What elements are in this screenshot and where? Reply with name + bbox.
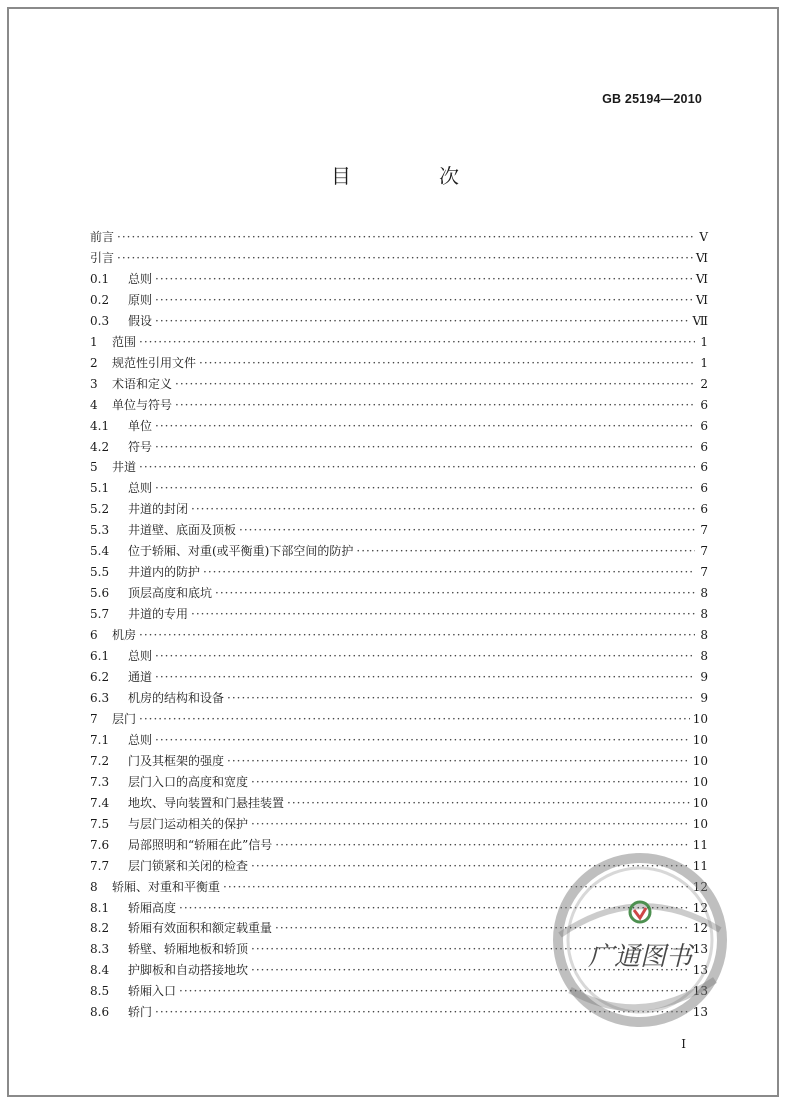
toc-entry-number: 5.1 bbox=[90, 481, 110, 496]
toc-entry-label: 层门锁紧和关闭的检查 bbox=[128, 858, 249, 873]
toc-dot-leader bbox=[227, 751, 690, 772]
toc-dot-leader bbox=[175, 395, 695, 416]
toc-entry-page: 6 bbox=[700, 502, 708, 517]
toc-entry-number: 5.2 bbox=[90, 502, 110, 517]
toc-entry-label: 总则 bbox=[128, 732, 153, 747]
toc-entry[interactable] bbox=[90, 269, 708, 290]
toc-entry-page: 10 bbox=[692, 732, 708, 747]
toc-entry-label: 轿壁、轿厢地板和轿顶 bbox=[128, 942, 249, 957]
toc-entry-number: 5 bbox=[90, 460, 98, 475]
toc-entry-number: 8.6 bbox=[90, 1005, 110, 1020]
toc-entry-number: 6.3 bbox=[90, 690, 110, 705]
toc-entry-label: 地坎、导向装置和门悬挂装置 bbox=[128, 795, 285, 810]
toc-entry[interactable] bbox=[90, 416, 708, 437]
toc-entry-label: 层门 bbox=[112, 711, 137, 726]
toc-entry-number: 7.1 bbox=[90, 732, 110, 747]
toc-entry[interactable] bbox=[90, 772, 708, 793]
toc-entry-number: 5.7 bbox=[90, 607, 110, 622]
toc-entry[interactable] bbox=[90, 709, 708, 730]
toc-dot-leader bbox=[155, 290, 693, 311]
toc-dot-leader bbox=[139, 625, 695, 646]
toc-entry-label: 原则 bbox=[128, 292, 153, 307]
toc-entry-number: 8.5 bbox=[90, 984, 110, 999]
toc-entry-page: 1 bbox=[700, 334, 708, 349]
toc-entry[interactable] bbox=[90, 478, 708, 499]
page-number: Ⅰ bbox=[681, 1037, 686, 1051]
toc-entry-page: 9 bbox=[700, 690, 708, 705]
toc-entry[interactable] bbox=[90, 520, 708, 541]
toc-entry-number: 0.2 bbox=[90, 292, 110, 307]
toc-dot-leader bbox=[155, 311, 689, 332]
toc-entry-number: 5.3 bbox=[90, 523, 110, 538]
toc-dot-leader bbox=[155, 730, 690, 751]
toc-entry[interactable] bbox=[90, 395, 708, 416]
toc-dot-leader bbox=[191, 499, 695, 520]
toc-entry-page: Ⅶ bbox=[692, 313, 708, 328]
toc-entry[interactable] bbox=[90, 332, 708, 353]
toc-entry-label: 规范性引用文件 bbox=[112, 355, 197, 370]
toc-dot-leader bbox=[155, 416, 695, 437]
toc-entry-number: 1 bbox=[90, 334, 98, 349]
toc-entry[interactable] bbox=[90, 499, 708, 520]
toc-entry-number: 2 bbox=[90, 355, 98, 370]
toc-entry[interactable] bbox=[90, 604, 708, 625]
toc-entry-number: 6 bbox=[90, 628, 98, 643]
toc-entry-label: 术语和定义 bbox=[112, 376, 173, 391]
toc-entry-label: 局部照明和“轿厢在此”信号 bbox=[128, 837, 273, 852]
toc-entry[interactable] bbox=[90, 353, 708, 374]
toc-entry-number: 0.1 bbox=[90, 271, 110, 286]
toc-entry-label: 单位 bbox=[128, 418, 153, 433]
toc-entry-page: Ⅴ bbox=[699, 230, 708, 244]
toc-entry-number: 7.3 bbox=[90, 774, 110, 789]
toc-entry[interactable] bbox=[90, 437, 708, 458]
toc-entry-label: 机房 bbox=[112, 628, 137, 643]
toc-entry-page: 13 bbox=[692, 963, 708, 978]
toc-entry-label: 井道内的防护 bbox=[128, 565, 201, 580]
toc-entry-label: 轿门 bbox=[128, 1005, 153, 1020]
toc-entry-number: 7.2 bbox=[90, 753, 110, 768]
toc-entry-number: 6.2 bbox=[90, 670, 110, 685]
toc-dot-leader bbox=[139, 709, 690, 730]
toc-entry-page: 7 bbox=[700, 523, 708, 538]
toc-entry-label: 层门入口的高度和宽度 bbox=[128, 774, 249, 789]
toc-entry-number: 7.5 bbox=[90, 816, 110, 831]
toc-entry-page: 6 bbox=[700, 439, 708, 454]
toc-dot-leader bbox=[117, 227, 695, 248]
toc-entry-page: 10 bbox=[692, 774, 708, 789]
toc-entry-label: 顶层高度和底坑 bbox=[128, 586, 213, 601]
toc-entry-label: 范围 bbox=[112, 334, 137, 349]
toc-entry-page: 12 bbox=[692, 879, 708, 894]
toc-entry-number: 0.3 bbox=[90, 313, 110, 328]
toc-dot-leader bbox=[287, 793, 690, 814]
toc-entry[interactable] bbox=[90, 688, 708, 709]
toc-entry[interactable] bbox=[90, 583, 708, 604]
toc-dot-leader bbox=[239, 520, 695, 541]
toc-entry[interactable] bbox=[90, 457, 708, 478]
toc-entry-label: 前言 bbox=[90, 230, 115, 244]
toc-entry-page: 8 bbox=[700, 649, 708, 664]
publisher-stamp bbox=[540, 840, 740, 1040]
toc-entry-label: 轿厢有效面积和额定载重量 bbox=[128, 921, 273, 936]
toc-entry-number: 6.1 bbox=[90, 649, 110, 664]
toc-entry[interactable] bbox=[90, 667, 708, 688]
toc-entry-label: 符号 bbox=[128, 439, 153, 454]
toc-entry-label: 轿厢、对重和平衡重 bbox=[112, 879, 221, 894]
toc-dot-leader bbox=[251, 814, 690, 835]
toc-entry-number: 5.5 bbox=[90, 565, 110, 580]
toc-dot-leader bbox=[175, 374, 695, 395]
toc-entry[interactable] bbox=[90, 374, 708, 395]
toc-entry-page: 11 bbox=[692, 837, 708, 852]
toc-entry-label: 轿厢入口 bbox=[128, 984, 177, 999]
toc-entry-page: 6 bbox=[700, 397, 708, 412]
toc-entry-page: Ⅵ bbox=[695, 250, 708, 265]
toc-entry-number: 7.6 bbox=[90, 837, 110, 852]
toc-entry[interactable] bbox=[90, 646, 708, 667]
toc-dot-leader bbox=[155, 269, 693, 290]
toc-entry-label: 门及其框架的强度 bbox=[128, 753, 225, 768]
toc-entry-label: 井道的封闭 bbox=[128, 502, 189, 517]
toc-entry-page: 12 bbox=[692, 921, 708, 936]
toc-entry-number: 8.2 bbox=[90, 921, 110, 936]
toc-entry-number: 7.4 bbox=[90, 795, 110, 810]
toc-entry-page: 8 bbox=[700, 628, 708, 643]
toc-dot-leader bbox=[155, 478, 695, 499]
toc-entry-page: 13 bbox=[692, 984, 708, 999]
toc-entry[interactable] bbox=[90, 751, 708, 772]
toc-entry-label: 井道的专用 bbox=[128, 607, 189, 622]
standard-number: GB 25194—2010 bbox=[602, 92, 702, 106]
toc-entry-label: 单位与符号 bbox=[112, 397, 173, 412]
toc-entry[interactable] bbox=[90, 248, 708, 269]
toc-entry-number: 3 bbox=[90, 376, 98, 391]
toc-entry[interactable] bbox=[90, 814, 708, 835]
toc-dot-leader bbox=[117, 248, 693, 269]
toc-entry-page: 8 bbox=[700, 586, 708, 601]
toc-entry-page: 6 bbox=[700, 418, 708, 433]
toc-dot-leader bbox=[203, 562, 695, 583]
toc-entry[interactable] bbox=[90, 290, 708, 311]
toc-entry-number: 4.2 bbox=[90, 439, 110, 454]
toc-dot-leader bbox=[139, 457, 695, 478]
toc-entry-label: 机房的结构和设备 bbox=[128, 690, 225, 705]
toc-entry-page: 13 bbox=[692, 942, 708, 957]
stamp-text: 广通图书 bbox=[587, 942, 693, 972]
toc-entry-page: 1 bbox=[700, 355, 708, 370]
toc-entry-number: 7 bbox=[90, 711, 98, 726]
page-title: 目 次 bbox=[331, 164, 493, 188]
toc-entry[interactable] bbox=[90, 793, 708, 814]
toc-entry-label: 井道壁、底面及顶板 bbox=[128, 523, 237, 538]
toc-entry-label: 总则 bbox=[128, 649, 153, 664]
toc-entry[interactable] bbox=[90, 625, 708, 646]
toc-dot-leader bbox=[191, 604, 695, 625]
toc-entry-number: 7.7 bbox=[90, 858, 110, 873]
toc-entry-page: 7 bbox=[700, 544, 708, 559]
toc-entry-label: 总则 bbox=[128, 271, 153, 286]
toc-entry-label: 位于轿厢、对重(或平衡重)下部空间的防护 bbox=[128, 544, 354, 559]
toc-dot-leader bbox=[199, 353, 695, 374]
toc-entry[interactable] bbox=[90, 562, 708, 583]
toc-dot-leader bbox=[155, 646, 695, 667]
toc-entry-number: 5.4 bbox=[90, 544, 110, 559]
toc-entry-label: 与层门运动相关的保护 bbox=[128, 816, 249, 831]
toc-entry-label: 轿厢高度 bbox=[128, 900, 177, 915]
toc-entry-page: 8 bbox=[700, 607, 708, 622]
toc-entry-number: 8.1 bbox=[90, 900, 110, 915]
toc-entry-page: 6 bbox=[700, 460, 708, 475]
toc-entry-label: 护脚板和自动搭接地坎 bbox=[128, 963, 249, 978]
toc-dot-leader bbox=[251, 772, 690, 793]
toc-entry-label: 引言 bbox=[90, 250, 115, 265]
toc-entry-page: Ⅵ bbox=[695, 292, 708, 307]
toc-entry-page: 12 bbox=[692, 900, 708, 915]
toc-dot-leader bbox=[139, 332, 695, 353]
toc-entry-number: 8.3 bbox=[90, 942, 110, 957]
toc-entry[interactable] bbox=[90, 730, 708, 751]
toc-entry-page: 6 bbox=[700, 481, 708, 496]
toc-entry-page: 10 bbox=[692, 711, 708, 726]
toc-entry-number: 5.6 bbox=[90, 586, 110, 601]
toc-dot-leader bbox=[215, 583, 695, 604]
toc-dot-leader bbox=[155, 667, 695, 688]
toc-entry-page: 10 bbox=[692, 816, 708, 831]
toc-entry-page: 10 bbox=[692, 753, 708, 768]
toc-entry-number: 8.4 bbox=[90, 963, 110, 978]
toc-entry-page: 10 bbox=[692, 795, 708, 810]
toc-entry-label: 井道 bbox=[112, 460, 137, 475]
toc-entry-page: 2 bbox=[700, 376, 708, 391]
toc-entry-page: 11 bbox=[692, 858, 708, 873]
toc-entry[interactable] bbox=[90, 311, 708, 332]
toc-entry-label: 假设 bbox=[128, 313, 153, 328]
toc-entry-label: 通道 bbox=[128, 670, 153, 685]
toc-entry-page: Ⅵ bbox=[695, 271, 708, 286]
toc-entry[interactable] bbox=[90, 541, 708, 562]
toc-entry-page: 7 bbox=[700, 565, 708, 580]
toc-entry-number: 8 bbox=[90, 879, 98, 894]
toc-dot-leader bbox=[155, 437, 695, 458]
toc-dot-leader bbox=[227, 688, 695, 709]
toc-entry-page: 9 bbox=[700, 670, 708, 685]
toc-entry-number: 4 bbox=[90, 397, 98, 412]
toc-entry-number: 4.1 bbox=[90, 418, 110, 433]
toc-entry[interactable] bbox=[90, 227, 708, 248]
toc-dot-leader bbox=[356, 541, 695, 562]
toc-entry-page: 13 bbox=[692, 1005, 708, 1020]
toc-entry-label: 总则 bbox=[128, 481, 153, 496]
